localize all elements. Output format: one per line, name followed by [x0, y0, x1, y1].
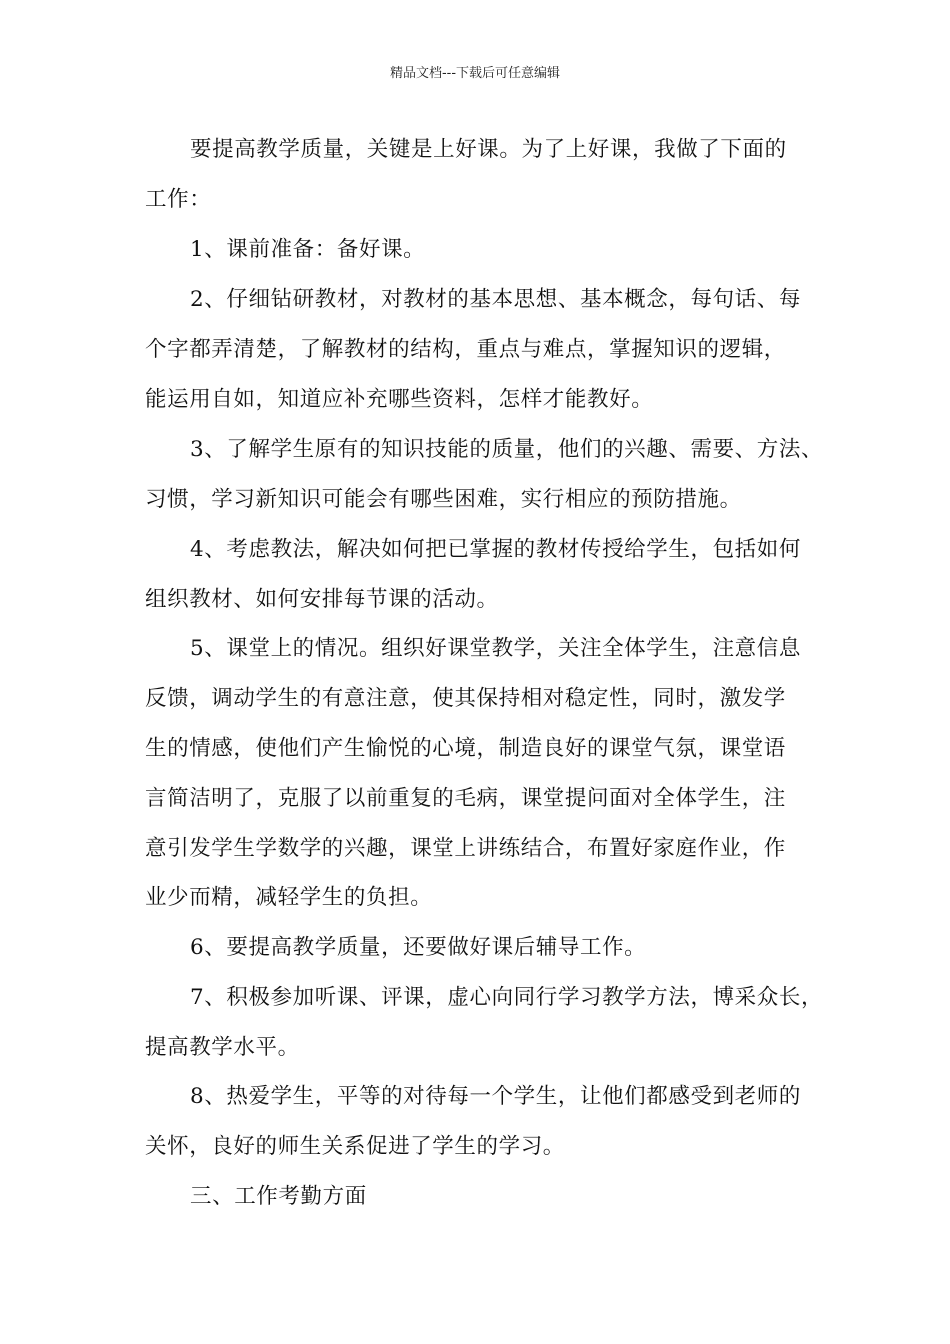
item-8-line-1: 8、热爱学生，平等的对待每一个学生，让他们都感受到老师的	[190, 1084, 801, 1109]
item-5-line-3: 生的情感，使他们产生愉悦的心境，制造良好的课堂气氛，课堂语	[145, 736, 786, 761]
item-5-line-5: 意引发学生学数学的兴趣，课堂上讲练结合，布置好家庭作业，作	[145, 836, 786, 861]
item-5-line-1: 5、课堂上的情况。组织好课堂教学，关注全体学生，注意信息	[190, 636, 801, 661]
item-3-line-1: 3、了解学生原有的知识技能的质量，他们的兴趣、需要、方法、	[190, 437, 824, 462]
item-2-line-2: 个字都弄清楚，了解教材的结构，重点与难点，掌握知识的逻辑，	[145, 337, 786, 362]
item-4-line-2: 组织教材、如何安排每节课的活动。	[145, 587, 499, 612]
item-1-line-1: 1、课前准备：备好课。	[190, 237, 426, 262]
section-heading-attendance: 三、工作考勤方面	[190, 1184, 367, 1209]
item-5-line-2: 反馈，调动学生的有意注意，使其保持相对稳定性，同时，激发学	[145, 686, 786, 711]
item-7-line-1: 7、积极参加听课、评课，虚心向同行学习教学方法，博采众长，	[190, 985, 824, 1010]
item-7-line-2: 提高教学水平。	[145, 1035, 300, 1060]
item-6-line-1: 6、要提高教学质量，还要做好课后辅导工作。	[190, 935, 647, 960]
item-2-line-1: 2、仔细钻研教材，对教材的基本思想、基本概念，每句话、每	[190, 287, 801, 312]
page-header: 精品文档---下载后可任意编辑	[389, 66, 561, 81]
item-3-line-2: 习惯，学习新知识可能会有哪些困难，实行相应的预防措施。	[145, 487, 742, 512]
item-5-line-6: 业少而精，减轻学生的负担。	[145, 885, 433, 910]
paragraph-intro-line-1: 要提高教学质量，关键是上好课。为了上好课，我做了下面的	[190, 137, 787, 162]
paragraph-intro-line-2: 工作：	[145, 187, 212, 212]
item-5-line-4: 言简洁明了，克服了以前重复的毛病，课堂提问面对全体学生，注	[145, 786, 786, 811]
item-4-line-1: 4、考虑教法，解决如何把已掌握的教材传授给学生，包括如何	[190, 537, 801, 562]
item-8-line-2: 关怀，良好的师生关系促进了学生的学习。	[145, 1134, 565, 1159]
item-2-line-3: 能运用自如，知道应补充哪些资料，怎样才能教好。	[145, 387, 654, 412]
